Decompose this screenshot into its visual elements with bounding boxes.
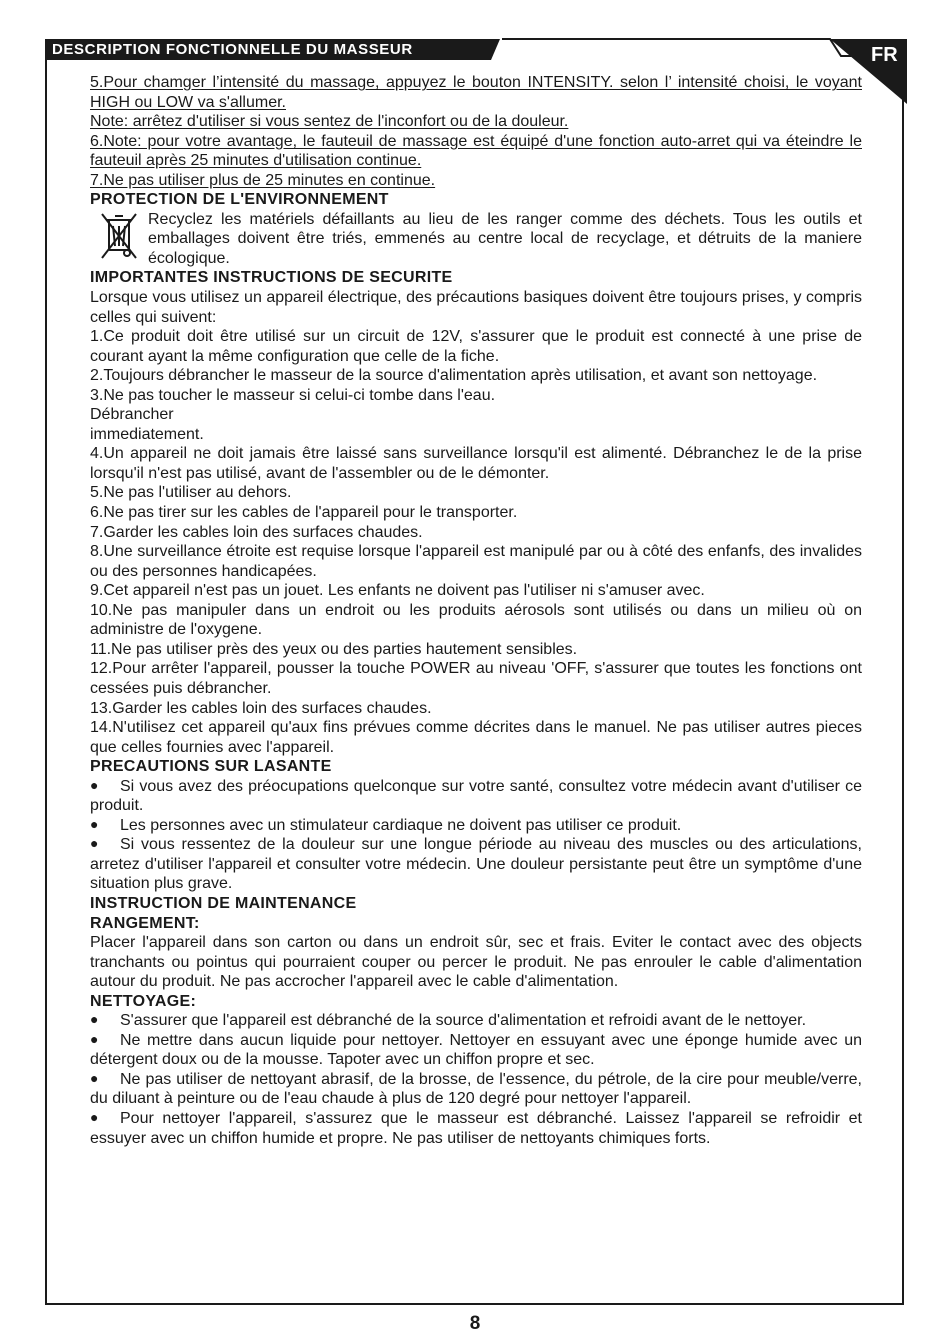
safety-item: 4.Un appareil ne doit jamais être laissé sans surveillance lorsqu'il est alimenté. Débranchez le de la prise lorsqu'il n'est pas utilisé, avant de l'assembler ou de le démonter. (90, 445, 862, 482)
storage-text: Placer l'appareil dans son carton ou dans un endroit sûr, sec et frais. Eviter le contact avec des objects tranchants ou pointus qui pourraient couper ou percer le produit. Ne pas enrouler le cable d'alimentation autour du produit. Ne pas accrocher l'appareil avec le cable d'alimentation. (90, 934, 862, 991)
safety-item: Débrancher (90, 406, 174, 424)
crossed-out-wheelie-bin-icon (90, 210, 148, 268)
safety-item: 14.N'utilisez cet appareil qu'aux fins prévues comme décrites dans le manuel. Ne pas utiliser autres pieces que celles fournies avec l'appareil. (90, 719, 862, 756)
environment-heading: PROTECTION DE L'ENVIRONNEMENT (90, 191, 389, 209)
safety-item: 11.Ne pas utiliser près des yeux ou des parties hautement sensibles. (90, 640, 578, 658)
environment-block (90, 210, 862, 269)
storage-heading: RANGEMENT: (90, 914, 200, 932)
bullet-icon (90, 835, 120, 855)
safety-item: 8.Une surveillance étroite est requise lorsque l'appareil est manipulé par ou à côté des enfanfs, des invalides ou des personnes handicapées. (90, 543, 862, 580)
health-bullet: ●Si vous avez des préocupations quelconque sur votre santé, consultez votre médecin avant d'utiliser ce produit. (90, 777, 862, 816)
safety-item: 3.Ne pas toucher le masseur si celui-ci tombe dans l'eau. (90, 386, 496, 404)
intro-note-6: 6.Note: pour votre avantage, le fauteuil de massage est équipé d'une fonction auto-arret qui va éteindre le fauteuil après 25 minutes d'utilisation continue. (90, 132, 862, 170)
intro-note-7: 7.Ne pas utiliser plus de 25 minutes en continue. (90, 171, 436, 189)
safety-item: 6.Ne pas tirer sur les cables de l'appareil pour le transporter. (90, 504, 518, 522)
bullet-icon (90, 1031, 120, 1051)
cleaning-bullet: ●Pour nettoyer l'appareil, s'assurez que le masseur est débranché. Laissez l'appareil se refroidir et essuyer avec un chiffon humide et propre. Ne pas utiliser de nettoyants chimiques forts. (90, 1109, 862, 1148)
bullet-icon (90, 777, 120, 797)
bullet-icon (90, 1070, 120, 1090)
cleaning-bullet: ●Ne pas utiliser de nettoyant abrasif, de la brosse, de l'essence, du pétrole, de la cire pour meuble/verre, du diluant à peinture ou de l'eau chaude à plus de 120 degré pour nettoyer l'appareil. (90, 1070, 862, 1109)
cleaning-bullet: ●Ne mettre dans aucun liquide pour nettoyer. Nettoyer en essuyant avec une éponge humide avec un détergent doux ou de la mousse. Tapoter avec un chiffon propre et sec. (90, 1031, 862, 1070)
safety-heading: IMPORTANTES INSTRUCTIONS DE SECURITE (90, 269, 453, 287)
health-bullet: ●Les personnes avec un stimulateur cardiaque ne doivent pas utiliser ce produit. (90, 816, 862, 836)
bullet-icon (90, 1011, 120, 1031)
bullet-icon (90, 816, 120, 836)
intro-note-5: 5.Pour chamger l’intensité du massage, appuyez le bouton INTENSITY. selon l’ intensité choisi, le voyant HIGH ou LOW va s'allumer. (90, 74, 862, 111)
maintenance-heading: INSTRUCTION DE MAINTENANCE (90, 894, 357, 912)
safety-item: 5.Ne pas l'utiliser au dehors. (90, 484, 292, 502)
intro-note-warning: Note: arrêtez d'utiliser si vous sentez de l'inconfort ou de la douleur. (90, 113, 569, 131)
safety-item: 13.Garder les cables loin des surfaces chaudes. (90, 699, 432, 717)
page-number: 8 (469, 1313, 481, 1334)
safety-intro: Lorsque vous utilisez un appareil électrique, des précautions basiques doivent être toujours prises, y compris celles qui suivent: (90, 289, 862, 326)
health-bullet: ●Si vous ressentez de la douleur sur une longue période au niveau des muscles ou des articulations, arretez d'utiliser l'appareil et consulter votre médecin. Une douleur persistante peut être un symptôme d'une situation plus grave. (90, 835, 862, 894)
safety-item: immediatement. (90, 425, 204, 443)
language-tag: FR (871, 44, 898, 66)
safety-item: 2.Toujours débrancher le masseur de la source d'alimentation après utilisation, et avant son nettoyage. (90, 367, 818, 385)
cleaning-heading: NETTOYAGE: (90, 992, 197, 1010)
health-heading: PRECAUTIONS SUR LASANTE (90, 758, 332, 776)
bullet-icon (90, 1109, 120, 1129)
safety-item: 12.Pour arrêter l'appareil, pousser la touche POWER au niveau 'OFF, s'assurer que toutes les fonctions ont cessées puis débrancher. (90, 660, 862, 697)
environment-text: Recyclez les matériels défaillants au lieu de les ranger comme des déchets. Tous les outils et emballages doivent être triés, emmenés au centre local de recyclage, et détruits de la maniere écologique. (148, 210, 862, 267)
safety-item: 10.Ne pas manipuler dans un endroit ou les produits aérosols sont utilisés ou dans un milieu où on administre de l'oxygene. (90, 601, 862, 639)
section-title: DESCRIPTION FONCTIONNELLE DU MASSEUR (52, 41, 413, 58)
cleaning-bullet: ●S'assurer que l'appareil est débranché de la source d'alimentation et refroidi avant de le nettoyer. (90, 1011, 862, 1031)
safety-item: 1.Ce produit doit être utilisé sur un circuit de 12V, s'assurer que le produit est connecté à une prise de courant ayant la même configuration que celle de la fiche. (90, 328, 862, 365)
safety-item: 9.Cet appareil n'est pas un jouet. Les enfants ne doivent pas l'utiliser ni s'amuser avec. (90, 582, 705, 600)
safety-item: 7.Garder les cables loin des surfaces chaudes. (90, 523, 423, 541)
document-body (90, 73, 862, 1148)
